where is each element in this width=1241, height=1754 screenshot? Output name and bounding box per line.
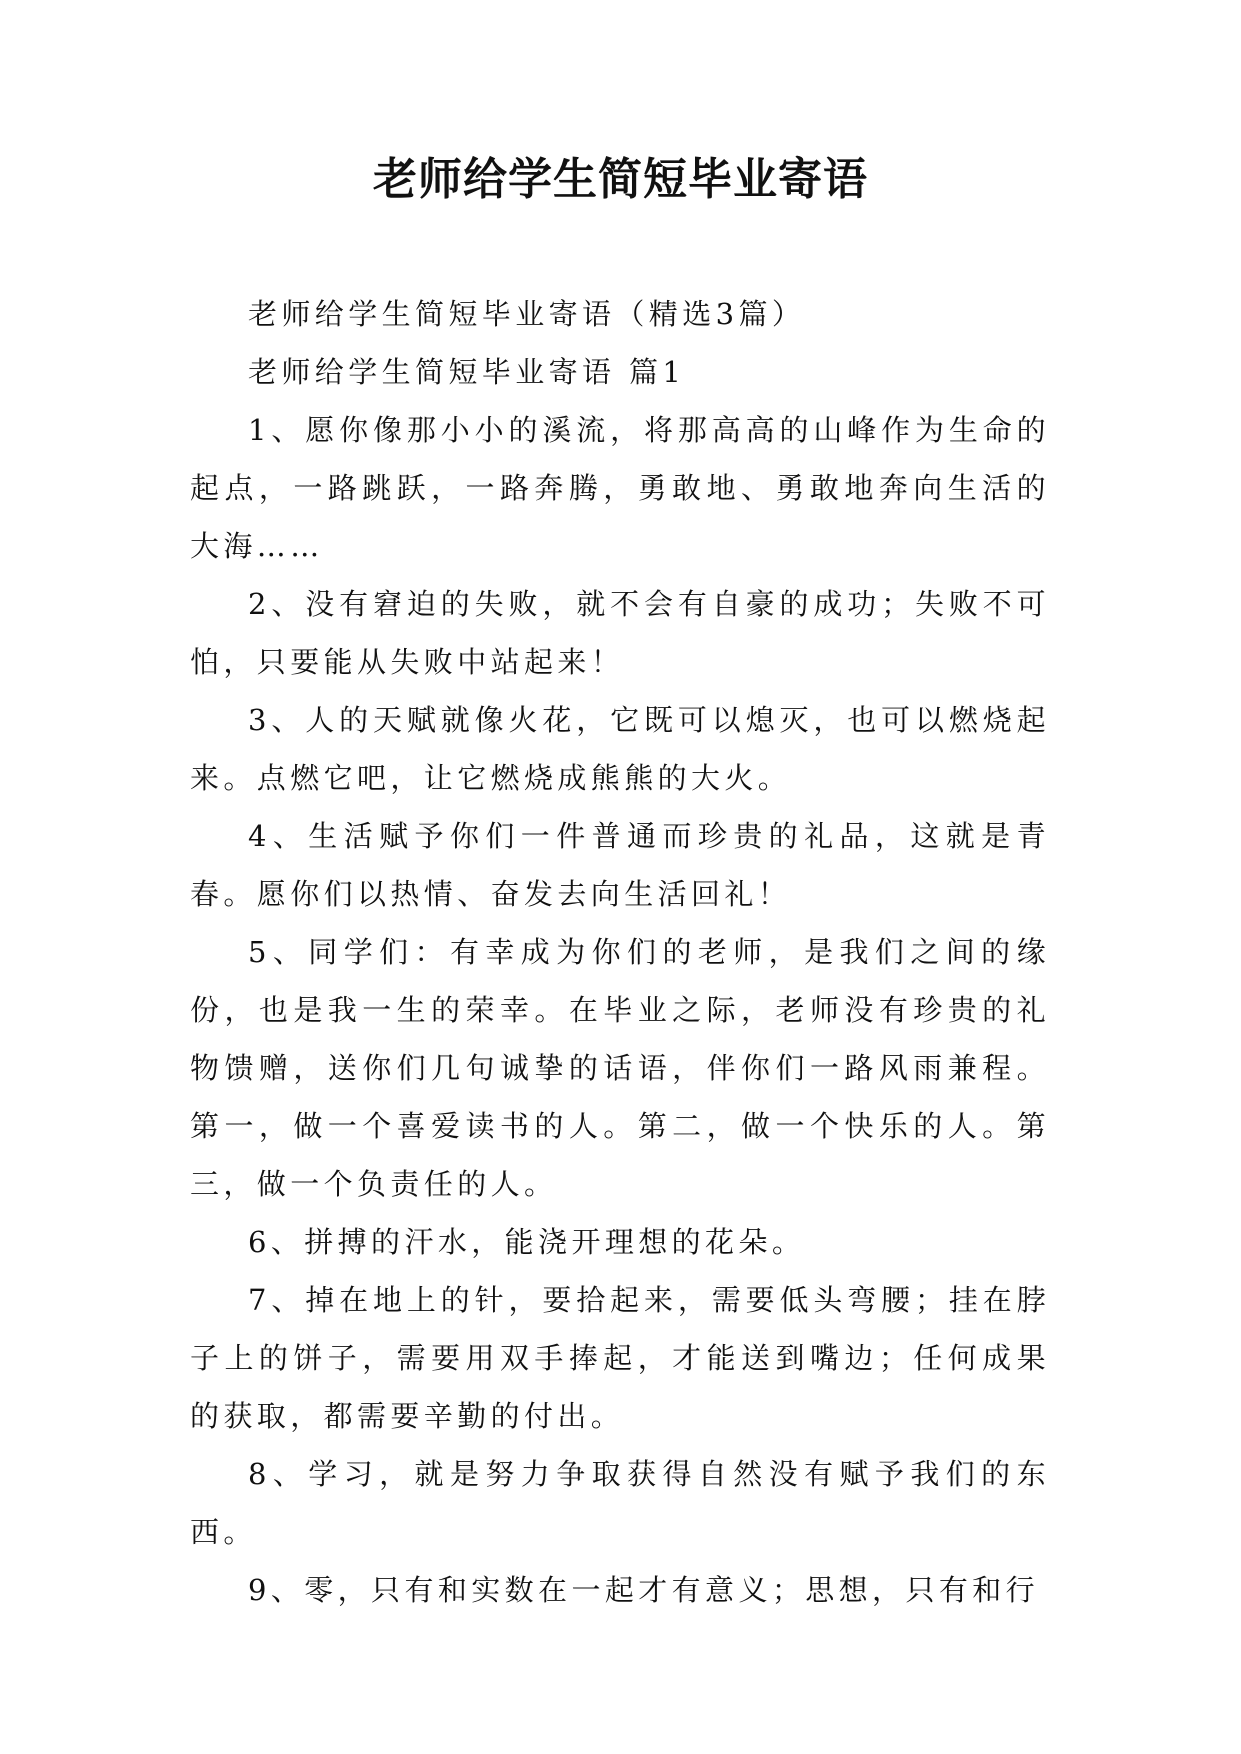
paragraph-item-2: 2、没有窘迫的失败，就不会有自豪的成功；失败不可怕，只要能从失败中站起来！ xyxy=(190,587,1050,679)
document-title: 老师给学生简短毕业寄语 xyxy=(373,154,868,205)
paragraph-item-1: 1、愿你像那小小的溪流，将那高高的山峰作为生命的起点，一路跳跃，一路奔腾，勇敢地、勇敢地奔向生活的大海…… xyxy=(190,413,1050,563)
paragraph-item-5: 5、同学们：有幸成为你们的老师，是我们之间的缘份，也是我一生的荣幸。在毕业之际，老师没有珍贵的礼物馈赠，送你们几句诚挚的话语，伴你们一路风雨兼程。第一，做一个喜爱读书的人。第二，做一个快乐的人。第三，做一个负责任的人。 xyxy=(190,935,1050,1201)
document-body xyxy=(190,285,1050,1619)
paragraph-item-4: 4、生活赋予你们一件普通而珍贵的礼品，这就是青春。愿你们以热情、奋发去向生活回礼！ xyxy=(190,819,1050,911)
paragraph-item-7: 7、掉在地上的针，要拾起来，需要低头弯腰；挂在脖子上的饼子，需要用双手捧起，才能送到嘴边；任何成果的获取，都需要辛勤的付出。 xyxy=(190,1283,1050,1433)
paragraph-subtitle: 老师给学生简短毕业寄语（精选3篇） xyxy=(248,297,806,331)
paragraph-item-9: 9、零，只有和实数在一起才有意义；思想，只有和行 xyxy=(248,1573,1040,1607)
paragraph-item-8: 8、学习，就是努力争取获得自然没有赋予我们的东西。 xyxy=(190,1457,1050,1549)
paragraph-item-6: 6、拼搏的汗水，能浇开理想的花朵。 xyxy=(248,1225,806,1259)
paragraph-item-3: 3、人的天赋就像火花，它既可以熄灭，也可以燃烧起来。点燃它吧，让它燃烧成熊熊的大火。 xyxy=(190,703,1050,795)
paragraph-section-heading: 老师给学生简短毕业寄语 篇1 xyxy=(248,355,686,389)
